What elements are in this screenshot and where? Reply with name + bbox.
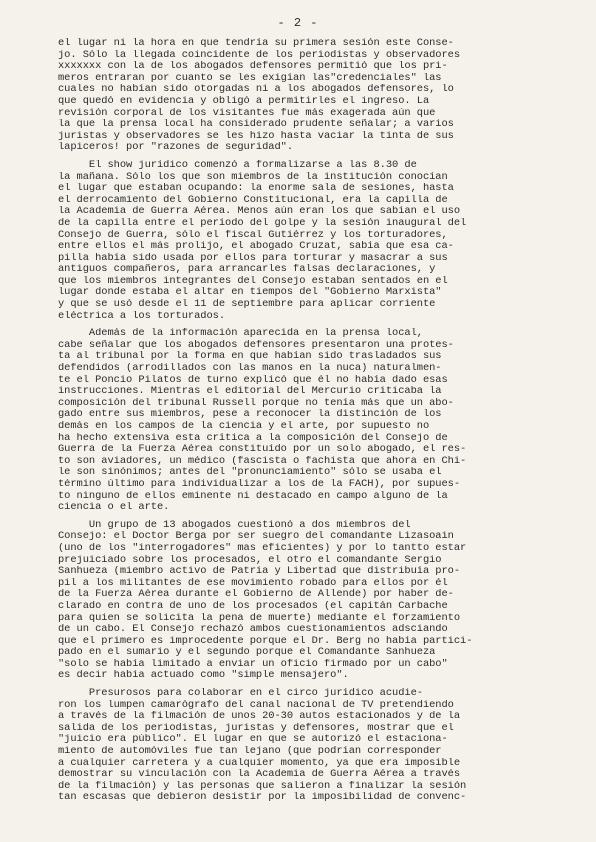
text-line: ta al tribunal por la forma en que habían sido trasladados sus <box>58 351 442 363</box>
text-line: le son sinónimos; antes del "pronunciamiento" sólo se usaba el <box>58 467 442 479</box>
text-line: jo. Sólo la llegada coincidente de los periodistas y observadores <box>58 49 461 61</box>
text-line: de la capilla entre el período del golpe y la sesión inaugural del <box>58 217 467 229</box>
text-line: revisión corporal de los visitantes fue más exagerada aún que <box>58 107 436 119</box>
text-line: pilla había sido usada por ellos para torturar y masacrar a sus <box>58 252 448 264</box>
document-body <box>58 38 583 804</box>
text-line: Guerra de la Fuerza Aérea constituído por un solo abogado, el res- <box>58 444 467 456</box>
paragraph <box>58 688 583 804</box>
text-line: "solo se había limitado a enviar un oficio firmado por un cabo" <box>58 658 448 670</box>
text-line: a través de la filmación de unos 20-30 autos estacionados y de la <box>58 711 461 723</box>
text-line: para quien se solicita la pena de muerte) mediante el forzamiento <box>58 612 461 624</box>
text-line: tan escasas que debieron desistir por la imposibilidad de convenc- <box>58 792 467 804</box>
text-line: de la Fuerza Aérea durante el Gobierno de Allende) por haber de- <box>58 589 454 601</box>
text-line: el lugar ni la hora en que tendría su primera sesión este Conse- <box>58 38 454 49</box>
text-line: juristas y observadores se les hizo hasta vaciar la tinta de sus <box>58 130 454 142</box>
text-line: Consejo: el Doctor Berga por ser suegro del comandante Lizasoain <box>58 531 454 543</box>
text-line: demás en los campos de la ciencia y el arte, por supuesto no <box>58 421 430 432</box>
text-line: cabe señalar que los abogados defensores presentaron una protes- <box>58 339 454 351</box>
text-line: término último para individualizar a los de la FACH), por supues- <box>58 478 461 490</box>
page-number: - 2 - <box>277 16 319 30</box>
text-line: a cualquier carretera y a cualquier momento, ya que era imposible <box>58 757 461 769</box>
text-line: lugar donde estaba el altar en tiempos del "Gobierno Marxista" <box>58 287 442 299</box>
text-line: eléctrica a los torturados. <box>58 310 226 322</box>
text-line: Sanhueza (miembro activo de Patria y Libertad que distribuía pro- <box>58 566 461 578</box>
text-line: meros entraran por cuanto se les exigían las"credenciales" las <box>58 72 442 84</box>
text-line: Consejo de Guerra, sólo el fiscal Gutiérrez y los torturadores, <box>58 229 448 241</box>
text-line: Presurosos para colaborar en el circo jurídico acudie- <box>58 688 423 700</box>
text-line: composición del tribunal Russell porque no tenía más que un abo- <box>58 397 454 409</box>
paragraph <box>58 160 583 322</box>
text-line: El show jurídico comenzó a formalizarse a las 8.30 de <box>58 159 417 171</box>
text-line: ciencia o el arte. <box>58 502 170 514</box>
text-line: ron los lumpen camarógrafo del canal nacional de TV pretendiendo <box>58 699 454 711</box>
text-line: Un grupo de 13 abogados cuestionó a dos miembros del <box>58 519 411 531</box>
text-line: clarado en contra de uno de los procesados (el capitán Carbache <box>58 600 448 612</box>
text-line: cuales no habían sido otorgadas ni a los abogados defensores, lo <box>58 84 454 96</box>
text-line: que quedó en evidencia y obligó a permitirles el ingreso. La <box>58 95 430 107</box>
text-line: de la filmación) y las personas que salieron a finalizar la sesión <box>58 780 467 792</box>
text-line: Además de la información aparecida en la prensa local, <box>58 328 423 340</box>
text-line: la mañana. Sólo los que son miembros de la institución conocían <box>58 171 448 183</box>
text-line: pado en el sumario y el segundo porque el Comandante Sanhueza <box>58 647 436 659</box>
text-line: entre ellos el más prolijo, el abogado Cruzat, sabía que esa ca- <box>58 241 454 253</box>
text-line: te el Poncio Pilatos de turno explicó que él no había dado esas <box>58 374 448 386</box>
text-line: que el primero es improcedente porque el Dr. Berg no había partici- <box>58 635 473 647</box>
text-line: xxxxxxx con la de los abogados defensores permitió que los pri- <box>58 61 448 73</box>
text-line: (uno de los "interrogadores" mas eficientes) y por lo tantto estar <box>58 542 467 554</box>
text-line: to ninguno de ellos eminente ni destacado en campo alguno de la <box>58 490 448 502</box>
text-line: que los miembros integrantes del Consejo estaban sentados en el <box>58 275 448 287</box>
text-line: pil a los militantes de ese movimiento robado para ellos por él <box>58 577 448 589</box>
text-line: antiguos compañeros, para arrancarles falsas declaraciones, y <box>58 264 436 276</box>
text-line: el lugar que estaban ocupando: la enorme sala de sesiones, hasta <box>58 183 454 195</box>
text-line: demostrar su vinculación con la Academia de Guerra Aérea a través <box>58 769 461 781</box>
paragraph <box>58 328 583 514</box>
paragraph <box>58 38 583 154</box>
text-line: ha hecho extensiva esta crítica a la composición del Consejo de <box>58 432 448 444</box>
paragraph <box>58 520 583 682</box>
text-line: la Academia de Guerra Aérea. Menos aún eran los que sabían el uso <box>58 206 461 218</box>
text-line: el derrocamiento del Gobierno Constitucional, era la capilla de <box>58 194 448 206</box>
text-line: instrucciones. Mientras el editorial del Mercurio criticaba la <box>58 386 442 398</box>
text-line: defendidos (arrodillados con las manos en la nuca) naturalmen- <box>58 363 442 375</box>
text-line: to son aviadores, un médico (fascista o fachista que ahora en Chi- <box>58 455 467 467</box>
text-line: miento de automóviles fue tan lejano (que podrían corresponder <box>58 746 442 758</box>
text-line: prejuiciado sobre los procesados, el otro el comandante Sergio <box>58 554 442 566</box>
text-line: "juicio era público". El lugar en que se autorizó el estaciona- <box>58 734 448 746</box>
text-line: la que la prensa local ha considerado prudente señalar; a varios <box>58 119 454 131</box>
text-line: gado entre sus miembros, pese a reconocer la distinción de los <box>58 409 442 421</box>
text-line: salida de los periodistas, juristas y defensores, mostrar que el <box>58 722 454 734</box>
text-line: de un cabo. El Consejo rechazó ambos cuestionamientos adsciando <box>58 624 448 636</box>
text-line: lapiceros! por "razones de seguridad". <box>58 142 294 154</box>
text-line: y que se usó desde el 11 de septiembre para aplicar corriente <box>58 299 436 311</box>
text-line: es decir había actuado como "simple mensajero". <box>58 670 349 682</box>
